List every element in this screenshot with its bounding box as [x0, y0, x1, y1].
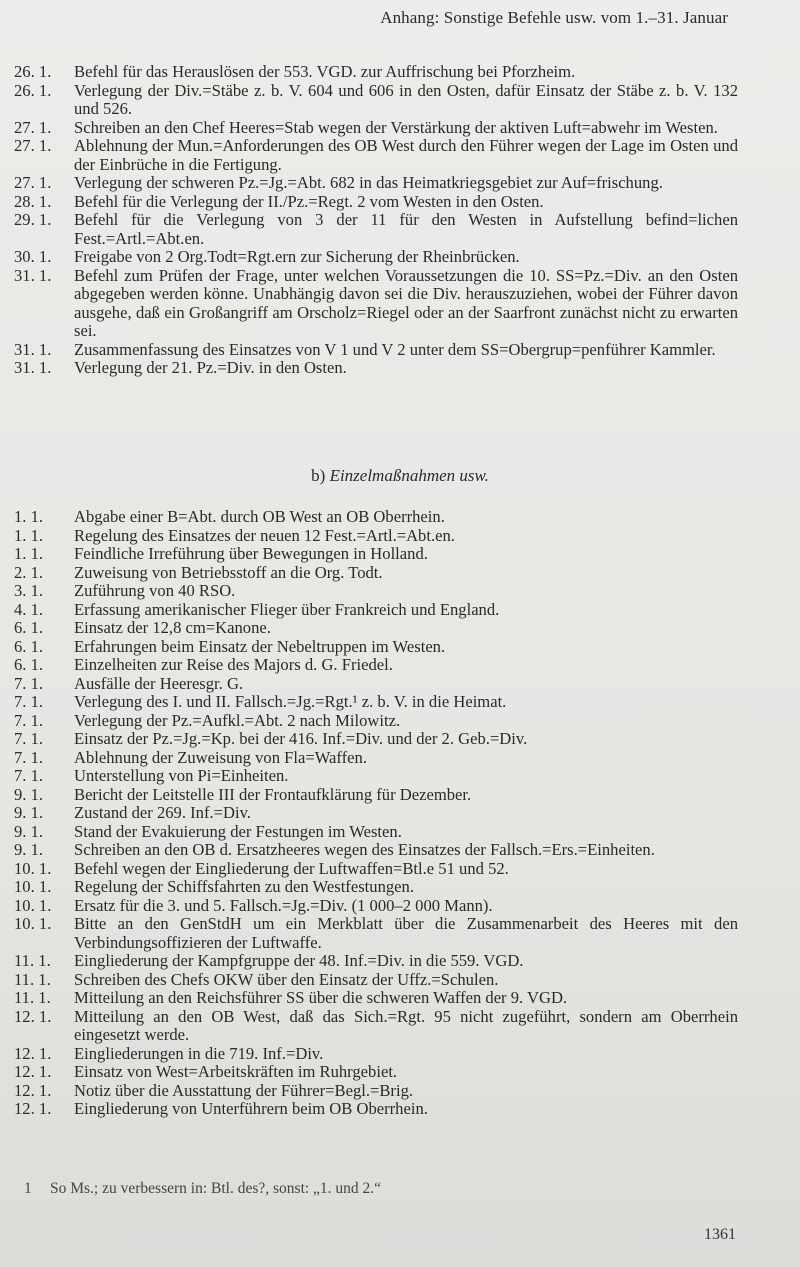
entry-date: 29. 1. — [14, 210, 52, 229]
entry-date: 12. 1. — [14, 1080, 52, 1100]
entry-date: 7. 1. — [14, 710, 44, 730]
entry-date: 3. 1. — [14, 581, 44, 600]
entry-text: Schreiben des Chefs OKW über den Einsatz der Uffz.=Schulen. — [74, 969, 499, 989]
list-entry — [14, 897, 738, 916]
entry-date: 7. 1. — [14, 747, 44, 767]
entry-date: 28. 1. — [14, 191, 52, 211]
list-entry — [14, 137, 738, 174]
list-entry — [14, 823, 738, 842]
entry-text: Bitte an den GenStdH um ein Merkblatt über die Zusammenarbeit des Heeres mit den Verbindungsoffizieren der Luftwaffe. — [74, 914, 738, 952]
entry-list-b — [14, 508, 738, 1119]
entry-text: Ausfälle der Heeresgr. G. — [74, 673, 244, 693]
entry-text: Notiz über die Ausstattung der Führer=Begl.=Brig. — [74, 1080, 414, 1100]
entry-date: 7. 1. — [14, 673, 44, 693]
entry-text: Eingliederung von Unterführern beim OB Oberrhein. — [74, 1099, 428, 1118]
entry-date: 31. 1. — [14, 358, 52, 377]
list-entry — [14, 545, 738, 564]
list-entry — [14, 508, 738, 527]
entry-text: Ersatz für die 3. und 5. Fallsch.=Jg.=Div. (1 000–2 000 Mann). — [74, 895, 493, 915]
entry-text: Befehl für die Verlegung der II./Pz.=Regt. 2 vom Westen in den Osten. — [74, 191, 544, 211]
list-entry — [14, 527, 738, 546]
footnote-text: So Ms.; zu verbessern in: Btl. des?, sonst: „1. und 2.“ — [50, 1180, 382, 1197]
list-entry — [14, 619, 738, 638]
list-entry — [14, 1100, 738, 1119]
entry-text: Befehl für das Herauslösen der 553. VGD. zur Auffrischung bei Pforzheim. — [74, 62, 576, 81]
entry-date: 6. 1. — [14, 636, 44, 656]
list-entry — [14, 952, 738, 971]
list-entry — [14, 915, 738, 952]
entry-date: 31. 1. — [14, 265, 52, 285]
entry-text: Regelung des Einsatzes der neuen 12 Fest.=Artl.=Abt.en. — [74, 525, 455, 545]
list-entry — [14, 193, 738, 212]
entry-date: 4. 1. — [14, 599, 44, 619]
entry-text: Befehl zum Prüfen der Frage, unter welchen Voraussetzungen die 10. SS=Pz.=Div. an den Osten abgegeben werden könne. Unabhängig davon sei die Div. herauszuziehen, wobei der Führer davon ausgehe, daß ein Großangriff am Orscholz=Riegel oder an der Saarfront zunächst nicht zu erwarten sei. — [74, 265, 738, 340]
entry-date: 1. 1. — [14, 525, 44, 545]
section-prefix: b) — [311, 466, 326, 485]
list-entry — [14, 359, 738, 378]
entry-date: 9. 1. — [14, 784, 44, 804]
list-entry — [14, 582, 738, 601]
entry-date: 7. 1. — [14, 766, 44, 785]
running-header: Anhang: Sonstige Befehle usw. vom 1.–31. Januar — [380, 8, 728, 27]
entry-date: 12. 1. — [14, 1006, 52, 1026]
entry-text: Freigabe von 2 Org.Todt=Rgt.ern zur Sicherung der Rheinbrücken. — [74, 247, 520, 266]
list-entry — [14, 749, 738, 768]
entry-date: 6. 1. — [14, 618, 44, 637]
list-entry — [14, 341, 738, 360]
footnote — [24, 1180, 381, 1198]
entry-date: 27. 1. — [14, 173, 52, 192]
entry-text: Eingliederung der Kampfgruppe der 48. Inf.=Div. in die 559. VGD. — [74, 951, 524, 970]
list-entry — [14, 1008, 738, 1045]
footnote-number: 1 — [24, 1180, 32, 1197]
entry-text: Erfahrungen beim Einsatz der Nebeltruppen im Westen. — [74, 636, 446, 656]
list-entry — [14, 119, 738, 138]
entry-date: 26. 1. — [14, 80, 52, 100]
entry-date: 11. 1. — [14, 969, 51, 989]
list-entry — [14, 211, 738, 248]
list-entry — [14, 248, 738, 267]
entry-text: Stand der Evakuierung der Festungen im Westen. — [74, 821, 402, 841]
entry-text: Verlegung der Div.=Stäbe z. b. V. 604 und 606 in den Osten, dafür Einsatz der Stäbe z. b. V. 132 und 526. — [74, 80, 738, 118]
list-entry — [14, 564, 738, 583]
entry-text: Ablehnung der Zuweisung von Fla=Waffen. — [74, 747, 367, 767]
entry-date: 27. 1. — [14, 117, 52, 137]
entry-text: Mitteilung an den OB West, daß das Sich.=Rgt. 95 nicht zugeführt, sondern am Oberrhein eingesetzt werde. — [74, 1006, 738, 1044]
entry-text: Einsatz der Pz.=Jg.=Kp. bei der 416. Inf.=Div. und der 2. Geb.=Div. — [74, 729, 528, 748]
entry-date: 12. 1. — [14, 1062, 52, 1081]
list-entry — [14, 860, 738, 879]
entry-date: 31. 1. — [14, 339, 52, 359]
section-heading — [0, 466, 800, 486]
entry-text: Eingliederungen in die 719. Inf.=Div. — [74, 1043, 324, 1063]
list-entry — [14, 1063, 738, 1082]
list-entry — [14, 174, 738, 193]
entry-date: 30. 1. — [14, 247, 52, 266]
entry-text: Abgabe einer B=Abt. durch OB West an OB Oberrhein. — [74, 507, 445, 526]
entry-date: 27. 1. — [14, 136, 52, 155]
entry-text: Verlegung des I. und II. Fallsch.=Jg.=Rgt.¹ z. b. V. in die Heimat. — [74, 692, 507, 711]
entry-text: Zuweisung von Betriebsstoff an die Org. Todt. — [74, 562, 383, 582]
section-title: Einzelmaßnahmen usw. — [329, 466, 489, 485]
entry-text: Zusammenfassung des Einsatzes von V 1 und V 2 unter dem SS=Obergrup=penführer Kammler. — [74, 339, 716, 359]
entry-date: 26. 1. — [14, 62, 52, 81]
entry-text: Zuführung von 40 RSO. — [74, 581, 236, 600]
entry-text: Schreiben an den Chef Heeres=Stab wegen der Verstärkung der aktiven Luft=abwehr im Westen. — [74, 117, 718, 137]
list-entry — [14, 989, 738, 1008]
entry-text: Einsatz der 12,8 cm=Kanone. — [74, 618, 271, 637]
list-entry — [14, 638, 738, 657]
entry-text: Verlegung der Pz.=Aufkl.=Abt. 2 nach Milowitz. — [74, 710, 401, 730]
entry-text: Einsatz von West=Arbeitskräften im Ruhrgebiet. — [74, 1062, 398, 1081]
entry-text: Einzelheiten zur Reise des Majors d. G. Friedel. — [74, 655, 393, 674]
entry-date: 7. 1. — [14, 729, 44, 748]
entry-date: 9. 1. — [14, 821, 44, 841]
entry-text: Mitteilung an den Reichsführer SS über die schweren Waffen der 9. VGD. — [74, 988, 568, 1007]
list-entry — [14, 656, 738, 675]
entry-date: 7. 1. — [14, 692, 44, 711]
entry-date: 2. 1. — [14, 562, 44, 582]
entry-date: 9. 1. — [14, 840, 44, 859]
entry-list-a — [14, 63, 738, 378]
entry-date: 9. 1. — [14, 803, 44, 822]
list-entry — [14, 63, 738, 82]
list-entry — [14, 601, 738, 620]
list-entry — [14, 786, 738, 805]
list-entry — [14, 841, 738, 860]
entry-text: Bericht der Leitstelle III der Frontaufklärung für Dezember. — [74, 784, 472, 804]
entry-text: Unterstellung von Pi=Einheiten. — [74, 766, 289, 785]
list-entry — [14, 1082, 738, 1101]
entry-text: Befehl für die Verlegung von 3 der 11 für den Westen in Aufstellung befind=lichen Fest.=Artl.=Abt.en. — [74, 210, 738, 248]
list-entry — [14, 971, 738, 990]
list-entry — [14, 878, 738, 897]
entry-text: Befehl wegen der Eingliederung der Luftwaffen=Btl.e 51 und 52. — [74, 858, 509, 878]
entry-date: 10. 1. — [14, 914, 52, 933]
list-entry — [14, 712, 738, 731]
list-entry — [14, 767, 738, 786]
entry-date: 10. 1. — [14, 858, 52, 878]
entry-date: 1. 1. — [14, 544, 44, 563]
list-entry — [14, 82, 738, 119]
entry-date: 11. 1. — [14, 988, 51, 1007]
entry-date: 12. 1. — [14, 1043, 52, 1063]
entry-text: Verlegung der schweren Pz.=Jg.=Abt. 682 in das Heimatkriegsgebiet zur Auf=frischung. — [74, 173, 663, 192]
list-entry — [14, 804, 738, 823]
list-entry — [14, 1045, 738, 1064]
entry-date: 10. 1. — [14, 895, 52, 915]
entry-date: 10. 1. — [14, 877, 52, 896]
entry-text: Regelung der Schiffsfahrten zu den Westfestungen. — [74, 877, 414, 896]
entry-text: Ablehnung der Mun.=Anforderungen des OB West durch den Führer wegen der Lage im Osten und der Einbrüche in die Fertigung. — [74, 136, 738, 174]
list-entry — [14, 730, 738, 749]
list-entry — [14, 693, 738, 712]
page-number: 1361 — [704, 1226, 736, 1243]
entry-text: Schreiben an den OB d. Ersatzheeres wegen des Einsatzes der Fallsch.=Ers.=Einheiten. — [74, 840, 655, 859]
entry-text: Zustand der 269. Inf.=Div. — [74, 803, 251, 822]
entry-date: 11. 1. — [14, 951, 51, 970]
entry-date: 1. 1. — [14, 507, 44, 526]
entry-text: Erfassung amerikanischer Flieger über Frankreich und England. — [74, 599, 500, 619]
entry-text: Feindliche Irreführung über Bewegungen in Holland. — [74, 544, 428, 563]
entry-text: Verlegung der 21. Pz.=Div. in den Osten. — [74, 358, 347, 377]
entry-date: 6. 1. — [14, 655, 44, 674]
list-entry — [14, 267, 738, 341]
list-entry — [14, 675, 738, 694]
entry-date: 12. 1. — [14, 1099, 52, 1118]
